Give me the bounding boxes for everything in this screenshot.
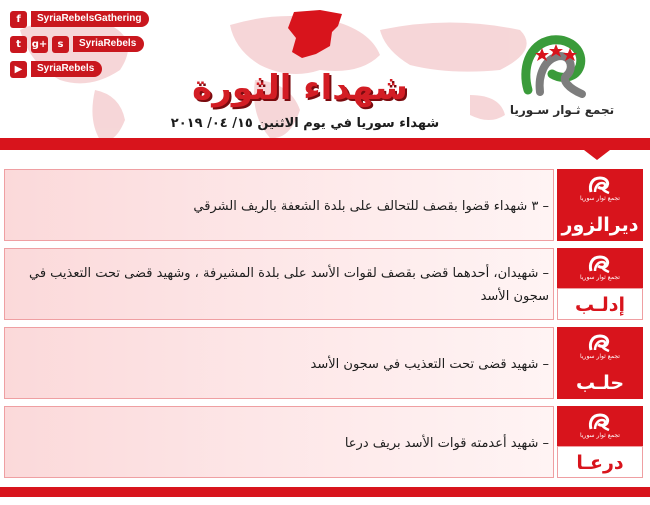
footer-bar (0, 487, 650, 497)
google-plus-icon[interactable]: g+ (31, 36, 48, 53)
mini-logo-icon (586, 176, 614, 194)
region-label: ديرالزور (557, 209, 643, 241)
facebook-icon[interactable]: f (10, 11, 27, 28)
youtube-icon[interactable]: ▶ (10, 61, 27, 78)
row-box (4, 248, 554, 320)
page-title: شهداء الثورة (192, 68, 408, 108)
syria-map-icon (280, 8, 352, 60)
social-twitter-google-skype[interactable] (10, 34, 144, 54)
skype-icon[interactable]: s (52, 36, 69, 53)
mini-logo-icon (586, 413, 614, 431)
header-divider (0, 138, 650, 150)
region-tag-logo: تجمع ثوار سوريا (557, 327, 643, 367)
region-tag-logo: تجمع ثوار سوريا (557, 248, 643, 288)
list-item (0, 248, 650, 320)
logo-caption: تجمع ثـوار سـوريا (509, 103, 615, 117)
list-item (0, 169, 650, 241)
twitter-icon[interactable]: t (10, 36, 27, 53)
row-text: – ٣ شهداء قضوا بقصف للتحالف على بلدة الشعفة بالريف الشرقي (193, 198, 549, 214)
list-item (0, 406, 650, 478)
youtube-handle[interactable]: SyriaRebels (31, 61, 102, 77)
region-tag (557, 248, 643, 320)
row-box (4, 169, 554, 241)
region-tag (557, 169, 643, 241)
region-label: درعـا (557, 446, 643, 478)
facebook-handle[interactable]: SyriaRebelsGathering (31, 11, 149, 27)
region-label: إدلـب (557, 288, 643, 320)
row-text: – شهيد قضى تحت التعذيب في سجون الأسد (310, 356, 549, 372)
region-tag (557, 327, 643, 399)
mini-logo-icon (586, 255, 614, 273)
header-notch (584, 150, 610, 160)
list-item (0, 327, 650, 399)
row-box (4, 327, 554, 399)
row-text: – شهيدان، أحدهما قضى بقصف لقوات الأسد على بلدة المشيرفة ، وشهيد قضى تحت التعذيب في سجون الأسد (28, 266, 549, 304)
twitter-handle[interactable]: SyriaRebels (73, 36, 144, 52)
header (0, 0, 650, 150)
mini-logo-icon (586, 334, 614, 352)
region-label: حلـب (557, 367, 643, 399)
syria-rebels-logo (512, 30, 600, 102)
region-tag (557, 406, 643, 478)
row-box (4, 406, 554, 478)
social-youtube[interactable] (10, 59, 102, 79)
page-subtitle: شهداء سوريا في يوم الاثنين ١٥/ ٠٤/ ٢٠١٩ (170, 116, 440, 131)
row-text: – شهيد أعدمته قوات الأسد بريف درعا (344, 435, 549, 451)
region-tag-logo: تجمع ثوار سوريا (557, 406, 643, 446)
social-facebook[interactable] (10, 9, 149, 29)
region-tag-logo: تجمع ثوار سوريا (557, 169, 643, 209)
